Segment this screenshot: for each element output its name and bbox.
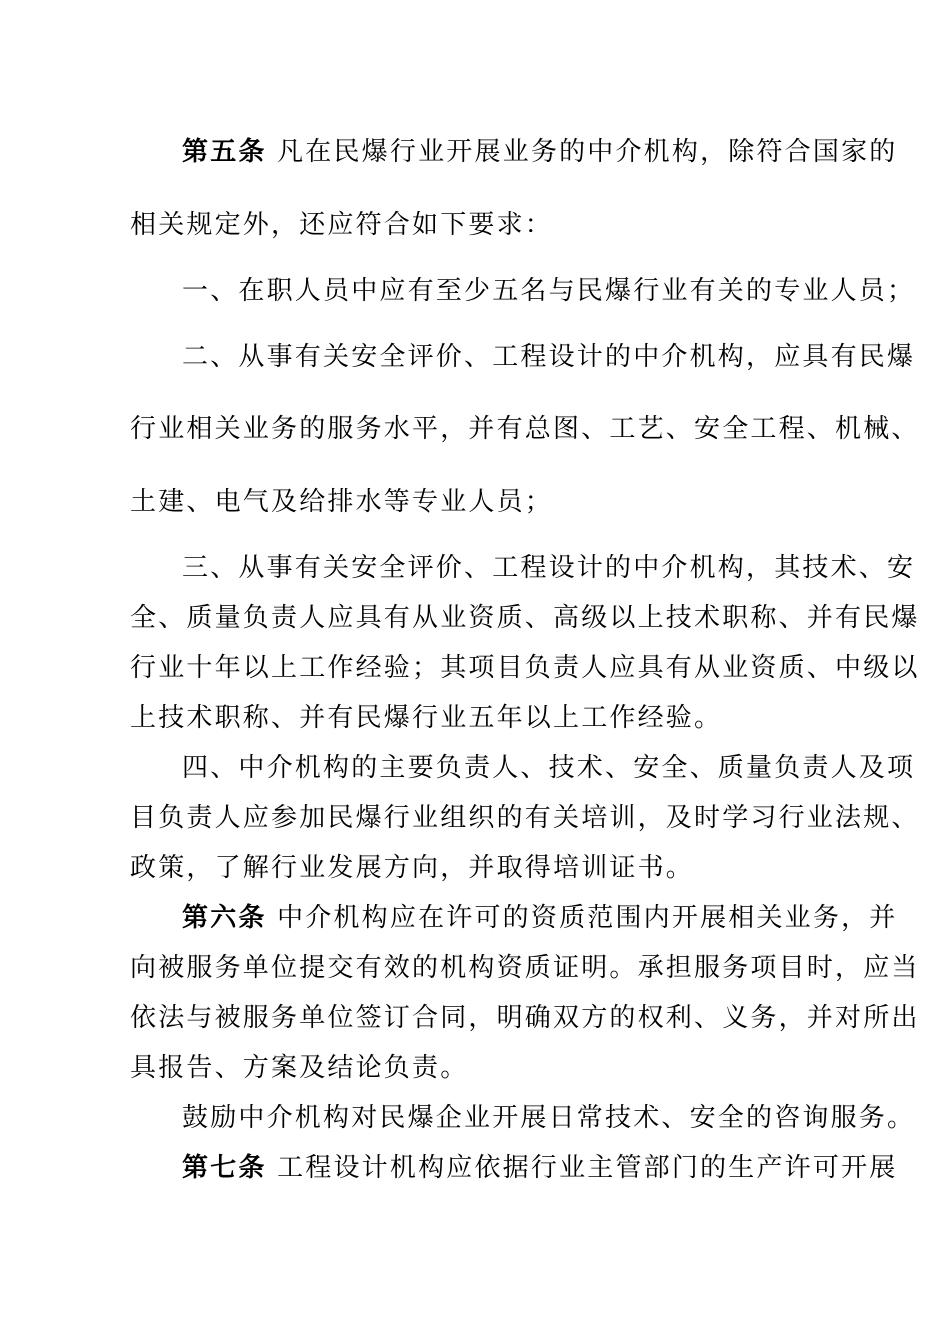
article5-heading: 第五条 — [182, 137, 267, 167]
article5-line1 — [182, 134, 898, 170]
item3-line1: 三、从事有关安全评价、工程设计的中介机构，其技术、安 — [182, 553, 916, 583]
article6-line1 — [182, 900, 898, 936]
article7-heading: 第七条 — [182, 1153, 267, 1183]
article6-line5: 鼓励中介机构对民爆企业开展日常技术、安全的咨询服务。 — [182, 1103, 916, 1133]
article6-line3: 依法与被服务单位签订合同，明确双方的权利、义务，并对所出 — [130, 1003, 920, 1033]
item2-line2: 行业相关业务的服务水平，并有总图、工艺、安全工程、机械、 — [130, 414, 920, 444]
article6-line2: 向被服务单位提交有效的机构资质证明。承担服务项目时，应当 — [130, 953, 920, 983]
item4-line3: 政策，了解行业发展方向，并取得培训证书。 — [130, 853, 695, 883]
article5-line2: 相关规定外，还应符合如下要求： — [130, 210, 554, 240]
article6-text1: 中介机构应在许可的资质范围内开展相关业务，并 — [277, 903, 898, 933]
item4-line2: 目负责人应参加民爆行业组织的有关培训，及时学习行业法规、 — [130, 803, 920, 833]
article6-line4: 具报告、方案及结论负责。 — [130, 1053, 469, 1083]
article5-text1: 凡在民爆行业开展业务的中介机构，除符合国家的 — [277, 137, 898, 167]
item3-line2: 全、质量负责人应具有从业资质、高级以上技术职称、并有民爆 — [130, 603, 920, 633]
article7-text1: 工程设计机构应依据行业主管部门的生产许可开展 — [277, 1153, 898, 1183]
item4-line1: 四、中介机构的主要负责人、技术、安全、质量负责人及项 — [182, 753, 916, 783]
article7-line1 — [182, 1150, 898, 1186]
item3-line3: 行业十年以上工作经验；其项目负责人应具有从业资质、中级以 — [130, 653, 920, 683]
item3-line4: 上技术职称、并有民爆行业五年以上工作经验。 — [130, 703, 723, 733]
item1-line1: 一、在职人员中应有至少五名与民爆行业有关的专业人员； — [182, 276, 916, 306]
item2-line3: 土建、电气及给排水等专业人员； — [130, 487, 554, 517]
article6-heading: 第六条 — [182, 903, 267, 933]
item2-line1: 二、从事有关安全评价、工程设计的中介机构，应具有民爆 — [182, 342, 916, 372]
